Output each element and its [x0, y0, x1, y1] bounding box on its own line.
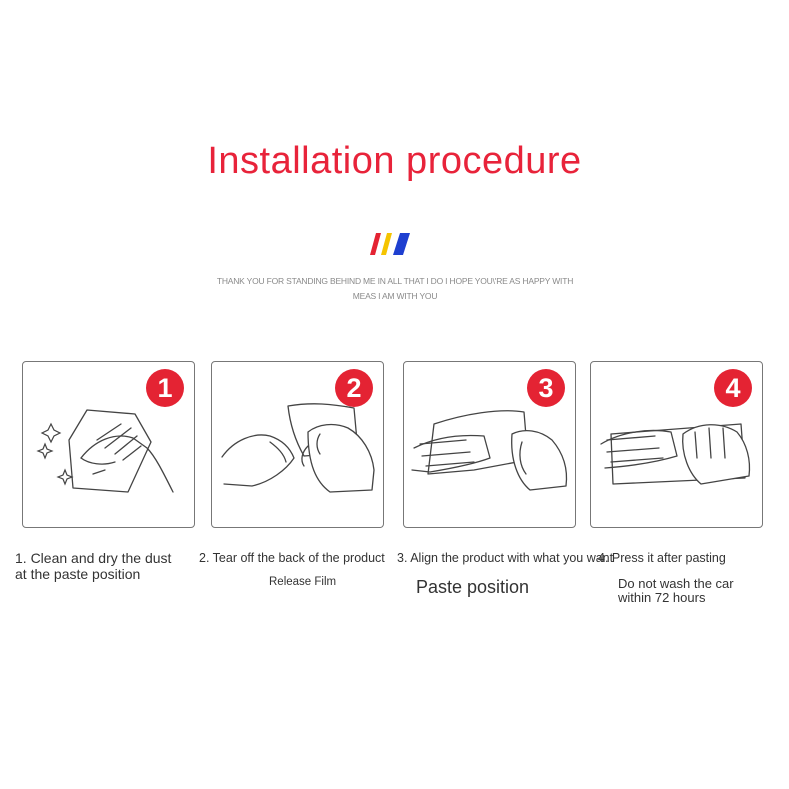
step-3-subcaption: Paste position: [416, 577, 530, 597]
step-2-panel: [211, 361, 384, 528]
tagline: [210, 274, 580, 304]
step-4-subcaption: Do not wash the car within 72 hours: [618, 576, 734, 605]
pressing-product-icon: [591, 362, 764, 529]
step-1-panel: [22, 361, 195, 528]
tagline-line-1: THANK YOU FOR STANDING BEHIND ME IN ALL THAT I DO I HOPE YOU\'RE AS HAPPY WITH: [216, 276, 574, 286]
step-3-panel: [403, 361, 576, 528]
step-3-caption: 3. Align the product with what you want: [397, 551, 614, 565]
step-2-badge: 2: [335, 369, 373, 407]
step-4-panel: [590, 361, 763, 528]
step-3-badge: 3: [527, 369, 565, 407]
peeling-film-icon: [212, 362, 385, 529]
step-4-caption: 4. Press it after pasting: [598, 551, 726, 565]
wiping-cloth-icon: [23, 362, 196, 529]
tagline-line-2: MEAS I AM WITH YOU: [352, 291, 438, 301]
step-2-subcaption: Release Film: [269, 576, 337, 588]
page-title: Installation procedure: [207, 140, 582, 182]
step-4-badge: 4: [714, 369, 752, 407]
color-stripes-logo: [370, 233, 412, 255]
aligning-product-icon: [404, 362, 577, 529]
step-2-caption: 2. Tear off the back of the product: [199, 551, 385, 565]
step-1-caption: 1. Clean and dry the dust at the paste position: [15, 550, 172, 582]
step-1-badge: 1: [146, 369, 184, 407]
